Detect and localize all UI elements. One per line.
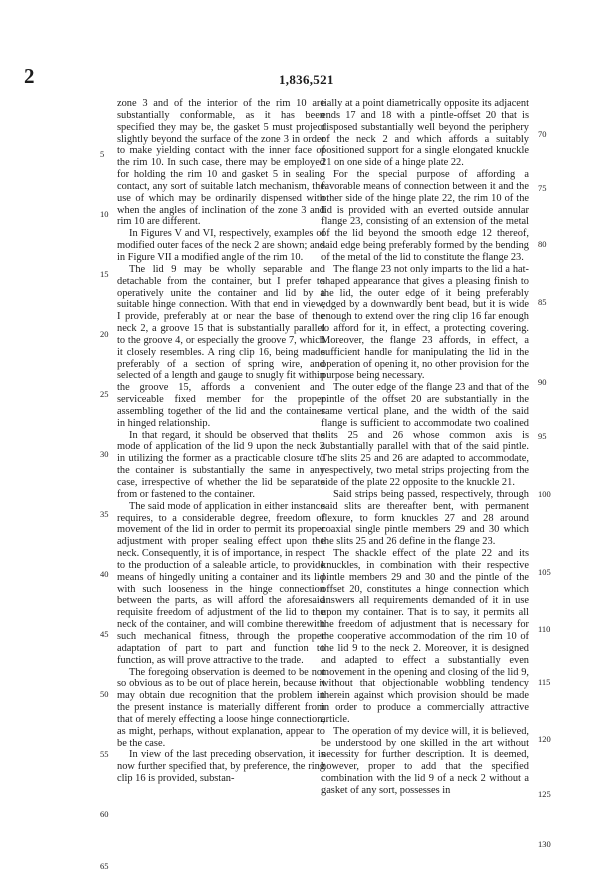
paragraph: Said strips being passed, respectively, through said slits are thereafter bent, with permanent flexure, to form knuckles 27 and 28 around coaxial single pintle members 29 and 30 which the slits 25 and 26 define in the flange 23. bbox=[321, 488, 529, 548]
paragraph: zone 3 and of the interior of the rim 10 are substantially conformable, as it has been specified they may be, the gasket 5 must project slightly beyond the surface of the zone 3 in order to make yielding contact with the inner face of the rim 10. In such case, there may be employed for holding the rim 10 and gasket 5 in sealing contact, any sort of suitable latch mechanism, the use of which may be ordinarily dispensed with when the angles of inclination of the zone 3 and rim 10 are different. bbox=[117, 98, 325, 228]
left-column bbox=[117, 98, 325, 785]
paragraph: The shackle effect of the plate 22 and its knuckles, in combination with their respective pintle members 29 and 30 and the pintle of the offset 20, constitutes a hinge connection which answers all requirements demanded of it in use upon my container. That is to say, it permits all the freedom of adjustment that is necessary for the cooperative accommodation of the rim 10 of the lid 9 to the neck 2. Moreover, it is designed and adapted to effect a substantially even movement in the opening and closing of the lid 9, without that objectionable wobbling tendency therein against which provision should be made in order to produce a commercially attractive article. bbox=[321, 548, 529, 725]
line-number: 130 bbox=[538, 839, 551, 849]
page-number: 2 bbox=[24, 64, 35, 88]
line-number: 110 bbox=[538, 624, 551, 634]
line-number: 120 bbox=[538, 734, 551, 744]
paragraph: tially at a point diametrically opposite its adjacent ends 17 and 18 with a pintle-offset 20 that is disposed substantially well beyond the periphery of the neck 2 and which affords a suitably positioned support for a single elongated knuckle 21 on one side of a hinge plate 22. bbox=[321, 98, 529, 169]
paragraph: The outer edge of the flange 23 and that of the pintle of the offset 20 are substantially in the same vertical plane, and the width of the said flange is sufficient to accommodate two coalined slits 25 and 26 whose common axis is substantially parallel with that of the said pintle. The slits 25 and 26 are adapted to accommodate, respectively, two metal strips projecting from the side of the plate 22 opposite to the knuckle 21. bbox=[321, 382, 529, 488]
line-number: 100 bbox=[538, 489, 551, 499]
line-number: 50 bbox=[100, 689, 109, 699]
paragraph: The lid 9 may be wholly separable and detachable from the container, but I prefer to operatively unite the container and lid by a suitable hinge connection. With that end in view, I provide, preferably at or near the base of the neck 2, a groove 15 that is substantially parallel to the groove 4, or especially the groove 7, which it closely resembles. A ring clip 16, being made preferably of a section of spring wire, and selected of a length and gauge to snugly fit within the groove 15, affords a convenient and serviceable fixed member for the proper assembling together of the lid and the container in hinged relationship. bbox=[117, 263, 325, 429]
right-line-numbers bbox=[538, 0, 560, 881]
paragraph: The said mode of application in either instance requires, to a considerable degree, freedom of movement of the lid in order to permit its proper adjustment with proper sealing effect upon the neck. Consequently, it is of importance, in respect to the production of a saleable article, to provide means of hingedly uniting a container and its lid with such looseness in the hinge connection between the parts, as will afford the aforesaid requisite freedom of adjustment of the lid to the neck of the container, and will combine therewith such mechanical fitness, through the proper adaptation of part to part and function to function, as will prove attractive to the trade. bbox=[117, 500, 325, 666]
line-number: 10 bbox=[100, 209, 109, 219]
right-column bbox=[321, 98, 529, 797]
paragraph: In Figures V and VI, respectively, examples of modified outer faces of the neck 2 are shown; and in Figure VII a modified angle of the rim 10. bbox=[117, 228, 325, 263]
line-number: 45 bbox=[100, 629, 109, 639]
line-number: 105 bbox=[538, 567, 551, 577]
paragraph: In that regard, it should be observed that the mode of application of the lid 9 upon the neck 2 in utilizing the former as a practicable closure to the container is substantially the same in any case, irrespective of whether the lid be separate from or fastened to the container. bbox=[117, 429, 325, 500]
paragraph: The foregoing observation is deemed to be not so obvious as to be out of place herein, because it may obtain due recognition that the problem in the present instance is materially different from that of merely effecting a loose hinge connection, as might, perhaps, without explanation, appear to be the case. bbox=[117, 666, 325, 749]
line-number: 75 bbox=[538, 183, 547, 193]
line-number: 80 bbox=[538, 239, 547, 249]
line-number: 90 bbox=[538, 377, 547, 387]
line-number: 60 bbox=[100, 809, 109, 819]
line-number: 85 bbox=[538, 297, 547, 307]
line-number: 5 bbox=[100, 149, 105, 159]
paragraph: For the special purpose of affording a favorable means of connection between it and the other side of the hinge plate 22, the rim 10 of the lid is provided with an everted outside annular flange 23, consisting of an extension of the metal of the lid beyond the smooth edge 12 thereof, said edge being preferably formed by the bending of the metal of the lid to constitute the flange 23. bbox=[321, 169, 529, 263]
line-number: 115 bbox=[538, 677, 551, 687]
patent-number: 1,836,521 bbox=[279, 72, 334, 87]
paragraph: The flange 23 not only imparts to the lid a hat-shaped appearance that gives a pleasing finish to the lid, the outer edge of it being preferably edged by a downwardly bent bead, but it is wide enough to extend over the ring clip 16 far enough to afford for it, in effect, a protecting covering. Moreover, the flange 23 affords, in effect, a sufficient handle for manipulating the lid in the operation of opening it, no other provision for the purpose being necessary. bbox=[321, 263, 529, 382]
line-number: 55 bbox=[100, 749, 109, 759]
line-number: 95 bbox=[538, 431, 547, 441]
paragraph: In view of the last preceding observation, it is now further specified that, by preference, the ring clip 16 is provided, substan- bbox=[117, 749, 325, 785]
line-number: 30 bbox=[100, 449, 109, 459]
paragraph: The operation of my device will, it is believed, be understood by one skilled in the art without necessity for further description. It is deemed, however, proper to add that the specified combination with the lid 9 of a neck 2 without a gasket of any sort, possesses in bbox=[321, 725, 529, 796]
line-number: 65 bbox=[100, 861, 109, 871]
line-number: 20 bbox=[100, 329, 109, 339]
line-number: 40 bbox=[100, 569, 109, 579]
line-number: 25 bbox=[100, 389, 109, 399]
line-number: 125 bbox=[538, 789, 551, 799]
line-number: 70 bbox=[538, 129, 547, 139]
line-number: 35 bbox=[100, 509, 109, 519]
line-number: 15 bbox=[100, 269, 109, 279]
